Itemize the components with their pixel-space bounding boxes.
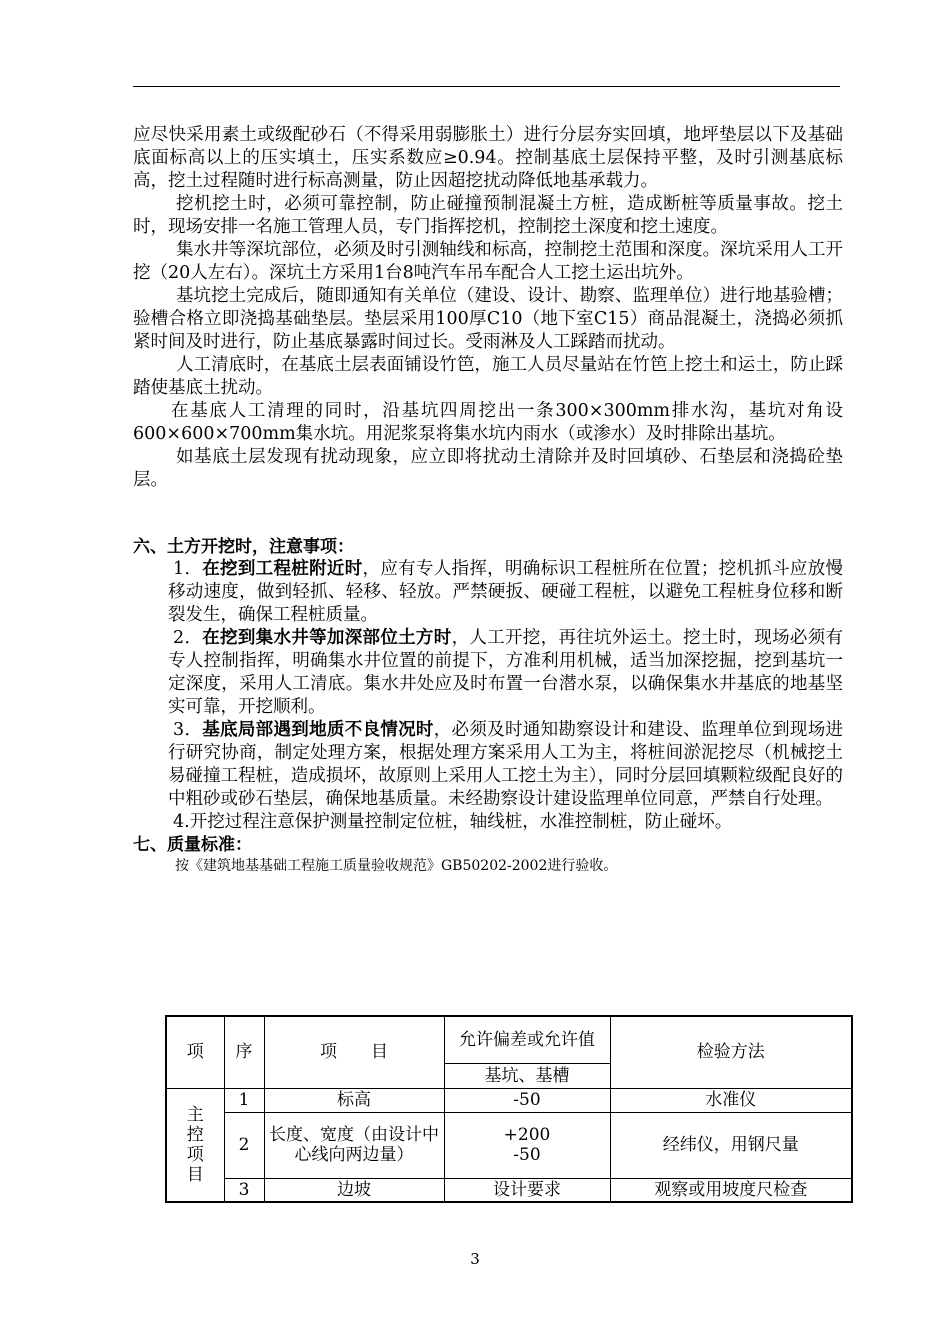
paragraph: 集水井等深坑部位，必须及时引测轴线和标高，控制挖土范围和深度。深坑采用人工开挖（20人左右）。深坑土方采用1台8吨汽车吊车配合人工挖土运出坑外。	[133, 240, 843, 283]
item-text: ，必须及时通知勘察设计和建设、监理单位到现场进行研究协商，制定处理方案，根据处理方案采用人工为主，将桩间淤泥挖尽（机械挖土易碰撞工程桩，造成损坏，故原则上采用人工挖土为主），同时分层回填颗粒级配良好的中粗砂或砂石垫层，确保地基质量。未经勘察设计建设监理单位同意，严禁自行处理。	[168, 720, 844, 809]
item-bold-lead: 在挖到集水井等加深部位土方时	[202, 628, 452, 648]
document-body	[133, 124, 843, 876]
list-item	[133, 627, 843, 719]
row-value: 设计要求	[444, 1178, 610, 1202]
row-value: +200 -50	[444, 1112, 610, 1178]
row-method: 水准仪	[610, 1088, 852, 1112]
row-name: 边坡	[264, 1178, 444, 1202]
paragraph: 人工清底时，在基底土层表面铺设竹笆，施工人员尽量站在竹笆上挖土和运土，防止踩踏使基底土扰动。	[133, 355, 843, 398]
header-tolerance-sub: 基坑、基槽	[444, 1063, 610, 1088]
header-seq: 序	[224, 1016, 264, 1088]
header-item: 项	[166, 1016, 224, 1088]
standard-note: 按《建筑地基基础工程施工质量验收规范》GB50202-2002进行验收。	[175, 858, 618, 874]
item-number: 1．	[173, 559, 203, 579]
header-rule	[133, 86, 840, 87]
section-6-list	[133, 558, 843, 834]
row-seq: 2	[224, 1112, 264, 1178]
section-6-heading: 六、土方开挖时，注意事项：	[133, 537, 354, 557]
table-row	[166, 1112, 852, 1178]
paragraph: 应尽快采用素土或级配砂石（不得采用弱膨胀土）进行分层夯实回填，地坪垫层以下及基础底面标高以上的压实填土，压实系数应≥0.94。控制基底土层保持平整，及时引测基底标高，挖土过程随时进行标高测量，防止因超挖扰动降低地基承载力。	[133, 125, 843, 191]
item-bold-lead: 基底局部遇到地质不良情况时	[202, 720, 434, 740]
paragraph: 在基底人工清理的同时，沿基坑四周挖出一条300×300mm排水沟，基坑对角设600×600×700mm集水坑。用泥浆泵将集水坑内雨水（或渗水）及时排除出基坑。	[133, 401, 843, 444]
paragraph: 基坑挖土完成后，随即通知有关单位（建设、设计、勘察、监理单位）进行地基验槽；验槽合格立即浇捣基础垫层。垫层采用100厚C10（地下室C15）商品混凝土，浇捣必须抓紧时间及时进行，防止基底暴露时间过长。受雨淋及人工踩踏而扰动。	[133, 286, 843, 352]
item-number: 3．	[173, 720, 203, 740]
paragraph: 如基底土层发现有扰动现象，应立即将扰动土清除并及时回填砂、石垫层和浇捣砼垫层。	[133, 447, 843, 490]
item-text: 开挖过程注意保护测量控制定位桩，轴线桩，水准控制桩，防止碰坏。	[189, 812, 733, 832]
header-tolerance: 允许偏差或允许值	[444, 1016, 610, 1063]
list-item	[133, 811, 843, 834]
row-method: 观察或用坡度尺检查	[610, 1178, 852, 1202]
list-item	[133, 558, 843, 627]
row-seq: 1	[224, 1088, 264, 1112]
paragraph: 挖机挖土时，必须可靠控制，防止碰撞预制混凝土方桩，造成断桩等质量事故。挖土时，现场安排一名施工管理人员，专门指挥挖机，控制挖土深度和挖土速度。	[133, 194, 843, 237]
row-name: 标高	[264, 1088, 444, 1112]
group-label-text: 主控项目	[186, 1104, 204, 1185]
item-text: ，人工开挖，再往坑外运土。挖土时，现场必须有专人控制指挥，明确集水井位置的前提下，方准利用机械，适当加深挖掘，挖到基坑一定深度，采用人工清底。集水井处应及时布置一台潜水泵，以确保集水井基底的地基坚实可靠，开挖顺利。	[168, 628, 844, 717]
item-number: 4.	[173, 812, 190, 832]
item-bold-lead: 在挖到工程桩附近时	[202, 559, 363, 579]
list-item	[133, 719, 843, 811]
section-7-heading: 七、质量标准：	[133, 835, 252, 855]
row-value: -50	[444, 1088, 610, 1112]
header-name: 项 目	[264, 1016, 444, 1088]
row-method: 经纬仪，用钢尺量	[610, 1112, 852, 1178]
header-method: 检验方法	[610, 1016, 852, 1088]
item-text: ，应有专人指挥，明确标识工程桩所在位置；挖机抓斗应放慢移动速度，做到轻抓、轻移、轻放。严禁硬扳、硬碰工程桩，以避免工程桩身位移和断裂发生，确保工程桩质量。	[168, 559, 843, 625]
group-label	[166, 1088, 224, 1202]
item-number: 2．	[173, 628, 203, 648]
table-row	[166, 1178, 852, 1202]
table-row	[166, 1088, 852, 1112]
page-number: 3	[470, 1250, 480, 1268]
row-name: 长度、宽度（由设计中心线向两边量）	[264, 1112, 444, 1178]
row-seq: 3	[224, 1178, 264, 1202]
quality-standard-table	[165, 1015, 853, 1203]
